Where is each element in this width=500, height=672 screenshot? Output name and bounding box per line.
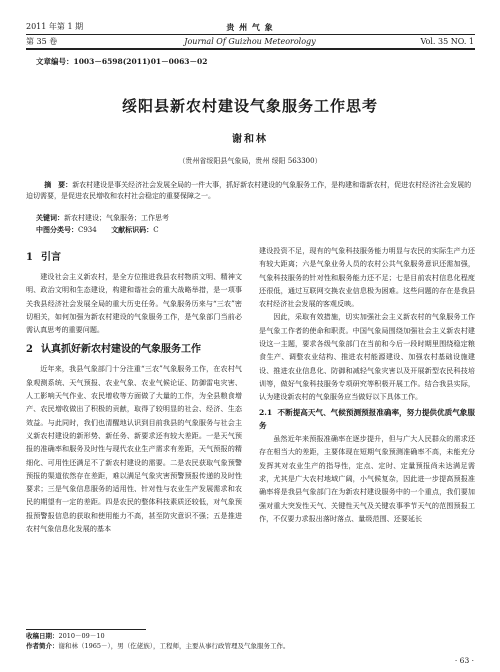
section-2-number: 2 — [26, 344, 33, 356]
section-2-title: 认真抓好新农村建设的气象服务工作 — [40, 344, 201, 356]
author-name: 谢和林 — [232, 134, 268, 145]
header-rule-top — [26, 34, 475, 35]
left-column — [26, 246, 242, 535]
section-1-heading — [26, 250, 242, 266]
keywords-text: 新农村建设；气象服务；工作思考 — [64, 214, 169, 222]
author-info-label: 作者简介： — [26, 642, 59, 650]
doc-code-value: C — [153, 226, 159, 234]
section-1-number: 1 — [26, 252, 33, 263]
keywords-label: 关键词： — [36, 213, 64, 222]
class-label: 中图分类号： — [36, 225, 78, 234]
journal-title-cn: 贵 州 气 象 — [226, 22, 274, 32]
vol-no-label: Vol. 35 NO. 1 — [420, 37, 474, 46]
footnote-rule — [26, 629, 146, 630]
received-date: 2010－09－10 — [58, 632, 105, 640]
footnote-author — [26, 641, 475, 651]
issue-label: 2011 年第 1 期 — [26, 22, 84, 31]
section-2-1-number: 2.1 — [259, 407, 273, 417]
page-number: · 63 · — [454, 656, 474, 665]
received-label: 收稿日期： — [26, 632, 59, 640]
section-2-heading — [26, 342, 242, 358]
journal-title-en: Journal Of Guizhou Meteorology — [184, 37, 316, 46]
author-affiliation: （贵州省绥阳县气象局，贵州 绥阳 563300） — [178, 157, 322, 165]
abstract — [26, 179, 475, 202]
article-title: 绥阳县新农村建设气象服务工作思考 — [121, 97, 378, 115]
continued-paragraph: 建设投资不足，现有的气象科技服务能力明显与农民的实际生产力还有较大距离；六是气象业务人员的农村公共气象服务意识还需加强，气象科技服务的针对性和服务能力还不足；七是目前农村信息化程度还很低，通过互联网交换农业信息极为困难。这些问题的存在是我县农村经济社会发展的客观反映。 — [259, 246, 475, 309]
doc-code-label: 文献标识码： — [111, 225, 154, 234]
section-1-paragraph: 建设社会主义新农村，是全方位推进我县农村物质文明、精神文明、政治文明和生态建设，构建和谐社会的重大战略举措，是一项事关我县经济社会发展全局的重大历史任务。气象服务历来与“三农”密切相关，如何加强为新农村建设的气象服务工作，是气象部门当前必需认真思考的重要问题。 — [26, 272, 242, 335]
header-rule-bottom — [26, 48, 475, 50]
keywords-line — [36, 212, 485, 224]
class-value: C934 — [78, 226, 97, 234]
classification-line — [36, 224, 485, 236]
section-1-title: 引言 — [40, 252, 61, 263]
abstract-label: 摘 要： — [44, 180, 73, 189]
section-2-1-title: 不断提高天气、气候预测预报准确率，努力提供优质气象服务 — [259, 407, 475, 430]
volume-label: 第 35 卷 — [26, 37, 58, 46]
footnote-received — [26, 631, 475, 641]
article-number: 文章编号：1003－6598(2011)01－0063－02 — [36, 57, 208, 66]
paragraph-3: 虽然近年来预报准确率在逐步提升，但与广大人民群众的需求还存在相当大的差距，主要体现在短期气象预测准确率不高，未能充分发挥其对农业生产的指导性，定点、定时、定量预报尚未达满足需求，尤其是广大农村地域广阔，小气候复杂，因此进一步提高预报准确率将是我县气象部门在为新农村建设服务中的一个重点，我们要加强对重大突发性天气、关键性天气及关键农事季节天气的范围预报工作，不仅要力求报出落时落点、量级范围、还要延长 — [259, 434, 475, 523]
paragraph-2: 因此，采取有效措施，切实加强社会主义新农村的气象服务工作是气象工作者的使命和职责。中国气象局围绕加强社会主义新农村建设这一主题，要求各级气象部门在当前和今后一段时期里围绕稳定粮食生产、调整农业结构、推进农村能源建设、加强农村基础设施建设、推进农业信息化、防御和减轻气象灾害以及开展新型农民科技培训等，做好气象科技服务专项研究等积极开展工作。结合我县实际，认为建设新农村的气象服务应当做好以下具体工作。 — [259, 312, 475, 402]
abstract-text: 新农村建设是事关经济社会发展全局的一件大事，抓好新农村建设的气象服务工作，是构建和谐新农村，促进农村经济社会发展的迫切需要，是促进农民增收和农村社会稳定的重要保障之一。 — [26, 181, 472, 200]
section-2-paragraph: 近年来，我县气象部门十分注重“三农”气象服务工作，在农村气象观测系统、天气预报、农业气象、农业气候论证、防御雷电灾害、人工影响天气作业、农民增收等方面做了大量的工作，为全县粮食增产、农民增收做出了积极的贡献，取得了较明显的社会、经济、生态效益。与此同时，我们也清醒地认识到目前我县的气象服务与社会主义新农村建设的新形势、新任务、新要求还有较大差距。一是天气预报的准确率和服务及时性与现代农业生产需求有差距，天气预报的精细化、可用性还满足不了新农村建设的需要。二是农民获取气象预警预报的渠道依然存在差距，难以满足气象灾害预警预报传递的及时性要求；三是气象信息服务的适用性、针对性与农业生产发展需求和农民的期望有一定的差距。四是农民的整体科技素质还较低，对气象预报预警报信息的获取和使用能力不高，甚至防灾意识不强；五是推进农村气象信息化发展的基本 — [26, 364, 242, 534]
right-column — [259, 244, 475, 525]
section-2-1-heading — [259, 406, 475, 433]
author-info: 谢和林（1965－），男（仡佬族），工程师，主要从事行政管理及气象服务工作。 — [58, 642, 290, 650]
